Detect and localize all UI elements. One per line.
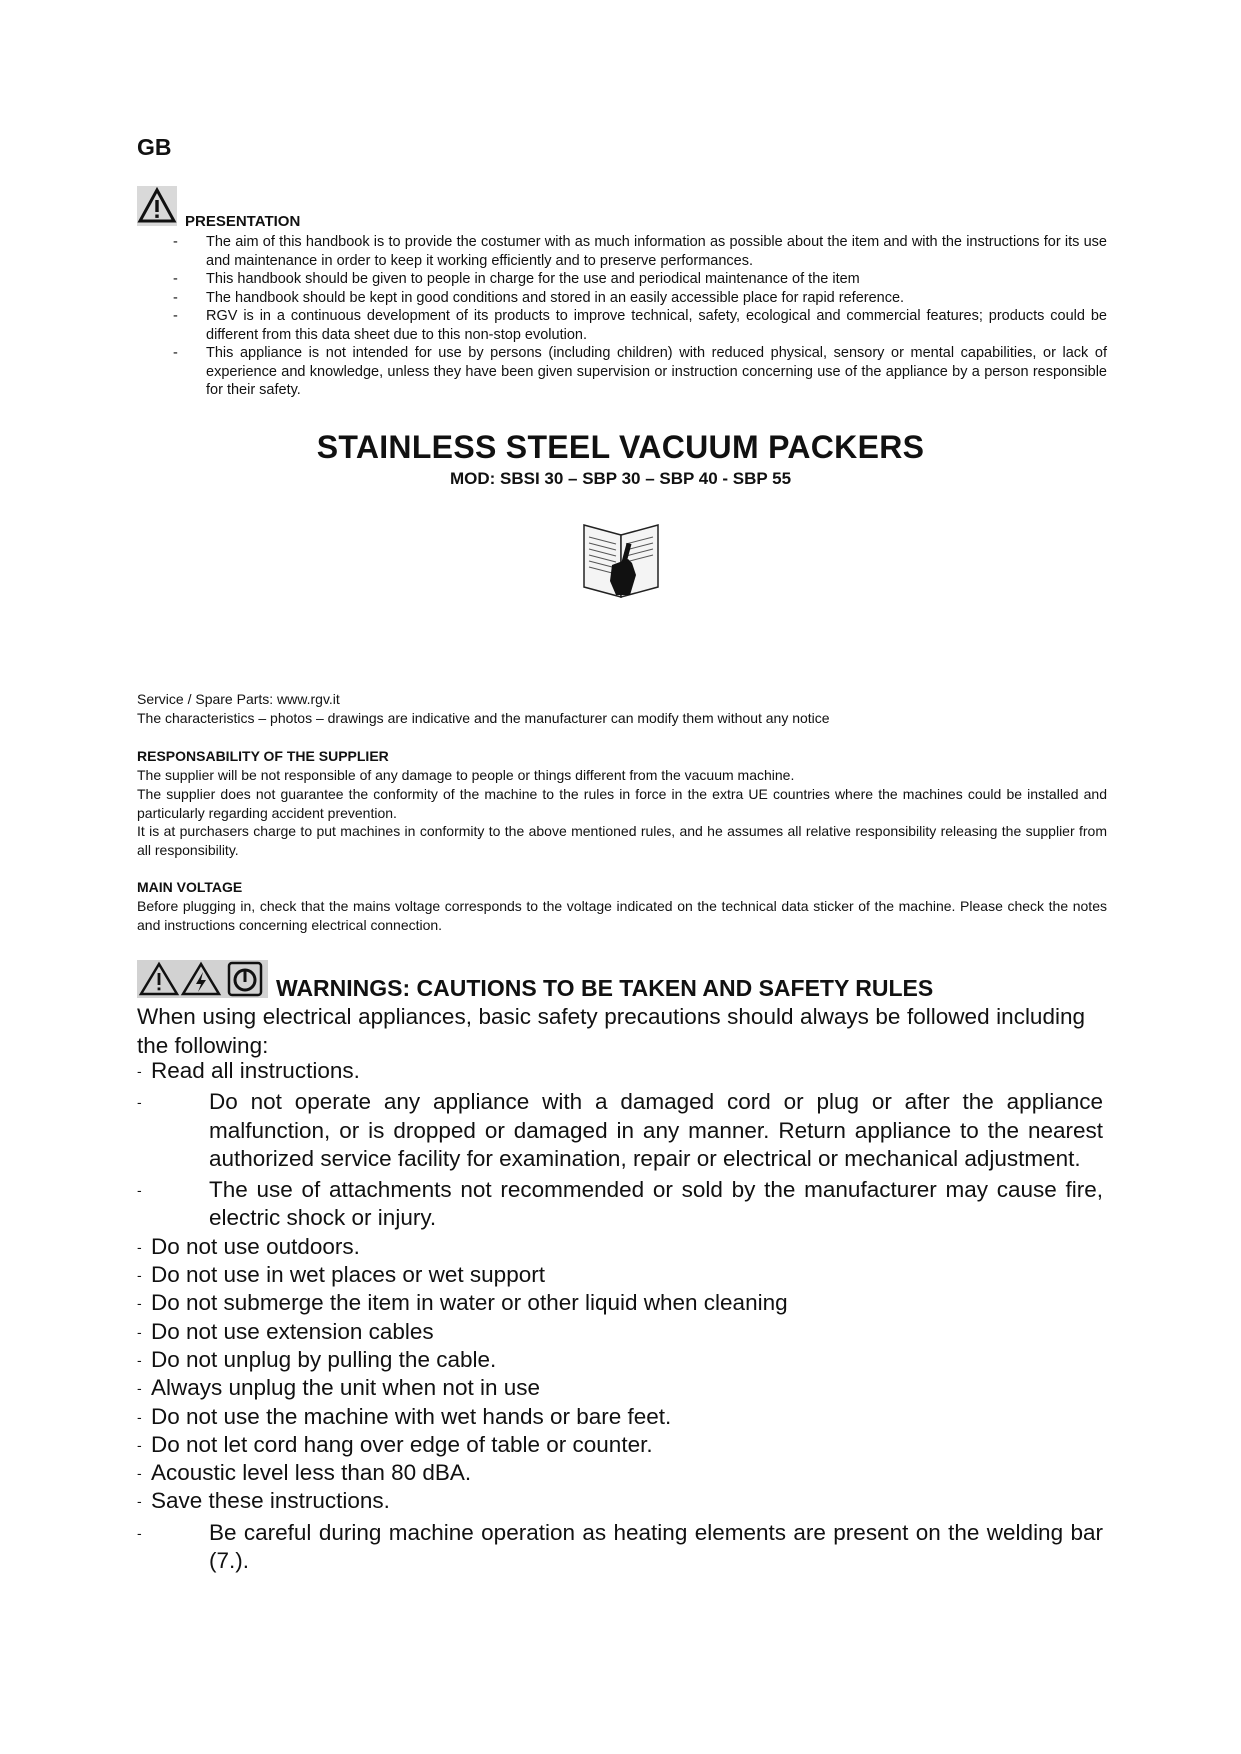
language-code: GB [137, 134, 172, 160]
list-item: - Do not let cord hang over edge of table or counter. [137, 1431, 1103, 1459]
list-item: - The use of attachments not recommended or sold by the manufacturer may cause fire, electric shock or injury. [137, 1176, 1103, 1233]
list-item: - This appliance is not intended for use by persons (including children) with reduced physical, sensory or mental capabilities, or lack of experience and knowledge, unless they have been given supervision or instruction concerning use of the appliance by a person responsible for their safety. [160, 344, 1107, 400]
list-item: - Do not unplug by pulling the cable. [137, 1346, 1103, 1374]
presentation-title: PRESENTATION [185, 213, 301, 230]
list-item: - Save these instructions. [137, 1487, 1103, 1515]
list-item: - Read all instructions. [137, 1057, 1103, 1085]
warnings-intro: When using electrical appliances, basic safety precautions should always be followed including the following: [137, 1004, 1085, 1058]
electric-hazard-icon [183, 964, 219, 994]
fire-hazard-icon [229, 963, 261, 995]
list-item: - Always unplug the unit when not in use [137, 1374, 1103, 1402]
list-item: - The handbook should be kept in good conditions and stored in an easily accessible place for rapid reference. [160, 289, 1107, 308]
list-item: - This handbook should be given to people in charge for the use and periodical maintenance of the item [160, 270, 1107, 289]
warning-triangle-icon [137, 186, 177, 226]
disclaimer-line: The characteristics – photos – drawings are indicative and the manufacturer can modify them without any notice [137, 710, 830, 726]
warning-triangle-icon [141, 964, 177, 994]
list-item: - RGV is in a continuous development of its products to improve technical, safety, ecological and commercial features; products could be different from this data sheet due to this non-stop evolution. [160, 307, 1107, 344]
list-item: - The aim of this handbook is to provide the costumer with as much information as possible about the item and with the instructions for its use and maintenance in order to keep it working efficiently and to preserve performances. [160, 233, 1107, 270]
safety-rules-list [137, 1057, 1103, 1575]
voltage-heading: MAIN VOLTAGE [137, 879, 243, 895]
product-title: STAINLESS STEEL VACUUM PACKERS [316, 429, 925, 465]
spare-parts-line: Service / Spare Parts: www.rgv.it [137, 691, 340, 707]
safety-icons [137, 960, 268, 998]
warnings-title: WARNINGS: CAUTIONS TO BE TAKEN AND SAFETY RULES [276, 975, 934, 1001]
list-item: - Do not operate any appliance with a damaged cord or plug or after the appliance malfunction, or is dropped or damaged in any manner. Return appliance to the nearest authorized service facility for examination, repair or electrical or mechanical adjustment. [137, 1088, 1103, 1173]
model-list: MOD: SBSI 30 – SBP 30 – SBP 40 - SBP 55 [449, 469, 792, 488]
list-item: - Be careful during machine operation as heating elements are present on the welding bar (7.). [137, 1519, 1103, 1576]
list-item: - Do not submerge the item in water or other liquid when cleaning [137, 1289, 1103, 1317]
list-item: - Do not use extension cables [137, 1318, 1103, 1346]
list-item: - Do not use the machine with wet hands or bare feet. [137, 1403, 1103, 1431]
responsibility-paragraph-3: It is at purchasers charge to put machines in conformity to the above mentioned rules, and he assumes all relative responsibility releasing the supplier from all responsibility. [137, 823, 1107, 858]
list-item: - Acoustic level less than 80 dBA. [137, 1459, 1103, 1487]
responsibility-heading: RESPONSABILITY OF THE SUPPLIER [137, 748, 389, 764]
read-manual-icon [576, 515, 666, 605]
list-item: - Do not use outdoors. [137, 1233, 1103, 1261]
voltage-paragraph: Before plugging in, check that the mains voltage corresponds to the voltage indicated on the technical data sticker of the machine. Please check the notes and instructions concerning electrical connection. [137, 898, 1107, 933]
responsibility-paragraph-2: The supplier does not guarantee the conformity of the machine to the rules in force in the extra UE countries where the machines could be installed and particularly regarding accident prevention. [137, 786, 1107, 821]
responsibility-paragraph-1: The supplier will be not responsible of any damage to people or things different from the vacuum machine. [137, 767, 795, 783]
presentation-list [160, 233, 1107, 400]
list-item: - Do not use in wet places or wet support [137, 1261, 1103, 1289]
